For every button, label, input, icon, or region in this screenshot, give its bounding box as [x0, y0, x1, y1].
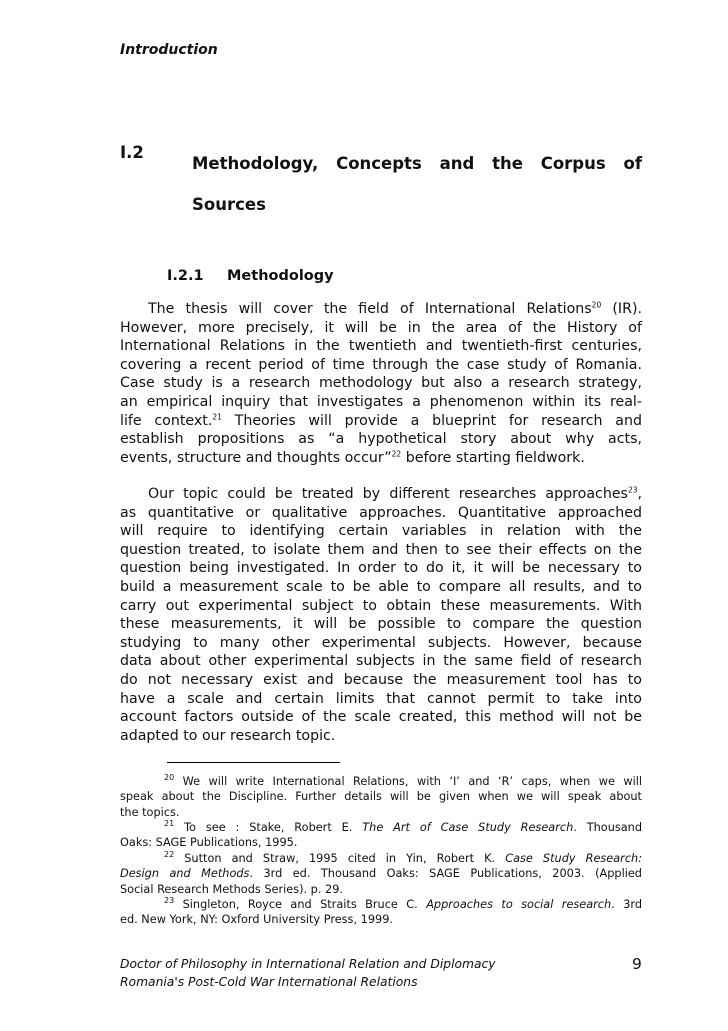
paragraph-line: Our topic could be treated by different researches approaches$^{23}$,	[148, 485, 642, 502]
page-footer	[120, 955, 496, 991]
paragraph-line: will require to identifying certain variables in relation with the	[120, 523, 642, 540]
paragraph-line: question being investigated. In order to do it, it will be necessary to	[120, 560, 642, 577]
footnote-21: $^{21}$ To see : Stake, Robert E. The Art of Case Study Research. Thousand Oaks: SAGE Publications, 1995.	[120, 819, 642, 850]
paragraph-line: However, more precisely, it will be in the area of the History of	[120, 319, 642, 336]
paragraph-line: build a measurement scale to be able to compare all results, and to	[120, 578, 642, 595]
paragraph-line: The thesis will cover the field of International Relations$^{20}$ (IR).	[148, 300, 642, 317]
footnote-ref-22[interactable]: 22	[391, 449, 402, 459]
paragraph-line: do not necessary exist and because the measurement tool has to	[120, 671, 642, 688]
running-head: Introduction	[120, 42, 218, 58]
paragraph-line: International Relations in the twentieth and twentieth-first centuries,	[120, 338, 642, 355]
paragraph-line: life context.$^{21}$ Theories will provide a blueprint for research and	[120, 411, 642, 429]
section-number: I.2	[120, 143, 144, 162]
paragraph-line: covering a recent period of time through the case study of Romania.	[120, 356, 642, 373]
footnote-ref-23[interactable]: 23	[627, 485, 638, 495]
paragraph-line: carry out experimental subject to obtain these measurements. With	[120, 597, 642, 614]
footnote-23: $^{23}$ Singleton, Royce and Straits Bruce C. Approaches to social research. 3rd ed. New York, NY: Oxford University Press, 1999.	[120, 896, 642, 927]
paragraph-line: question treated, to isolate them and then to see their effects on the	[120, 541, 642, 558]
paragraph-line: Case study is a research methodology but also a research strategy,	[120, 375, 642, 392]
footnote-22: $^{22}$ Sutton and Straw, 1995 cited in Yin, Robert K. Case Study Research: Design and Methods. 3rd ed. Thousand Oaks: SAGE Publications, 2003. (Applied Social Research Methods Series). p. 29.	[120, 850, 643, 896]
paragraph-line: have a scale and certain limits that cannot permit to take into	[120, 690, 642, 707]
section-title-line-2: Sources	[192, 195, 266, 214]
footnote-number: 20	[164, 773, 175, 783]
footnote-number: 23	[164, 896, 175, 906]
footnote-ref-20[interactable]: 20	[591, 300, 602, 310]
paragraph-line: account factors outside of the scale created, this method will not be	[120, 709, 642, 726]
paragraph-line: studying to many other experimental subjects. However, because	[120, 634, 642, 651]
subsection-number: I.2.1	[167, 268, 204, 284]
paragraph-1	[120, 300, 642, 467]
paragraph-line: events, structure and thoughts occur”$^{22}$ before starting fieldwork.	[120, 449, 585, 466]
footnote-20: $^{20}$ We will write International Relations, with ‘I’ and ‘R’ caps, when we will speak about the Discipline. Further details will be given when we will speak about the topics.	[120, 773, 643, 819]
footer-line-1: Doctor of Philosophy in International Relation and Diplomacy	[120, 957, 496, 971]
paragraph-line: adapted to our research topic.	[120, 727, 336, 744]
section-title-line-1: Methodology, Concepts and the Corpus of	[192, 154, 642, 173]
paragraph-line: establish propositions as “a hypothetical story about why acts,	[120, 431, 642, 448]
paragraph-line: data about other experimental subjects in the same field of research	[120, 653, 642, 670]
paragraph-line: these measurements, it will be possible to compare the question	[120, 616, 642, 633]
footnote-number: 21	[164, 819, 175, 829]
footnote-ref-21[interactable]: 21	[212, 411, 222, 421]
paragraph-line: as quantitative or qualitative approaches. Quantitative approached	[120, 504, 642, 521]
footer-line-2: Romania's Post-Cold War International Relations	[120, 975, 418, 989]
subsection-title: Methodology	[227, 268, 334, 284]
subsection-heading	[167, 268, 334, 284]
footnote-separator	[167, 762, 340, 763]
section-title	[192, 143, 642, 225]
paragraph-line: an empirical inquiry that investigates a phenomenon within its real-	[120, 393, 642, 410]
page-number: 9	[632, 955, 642, 973]
paragraph-2	[120, 485, 642, 745]
footnote-number: 22	[164, 850, 175, 860]
